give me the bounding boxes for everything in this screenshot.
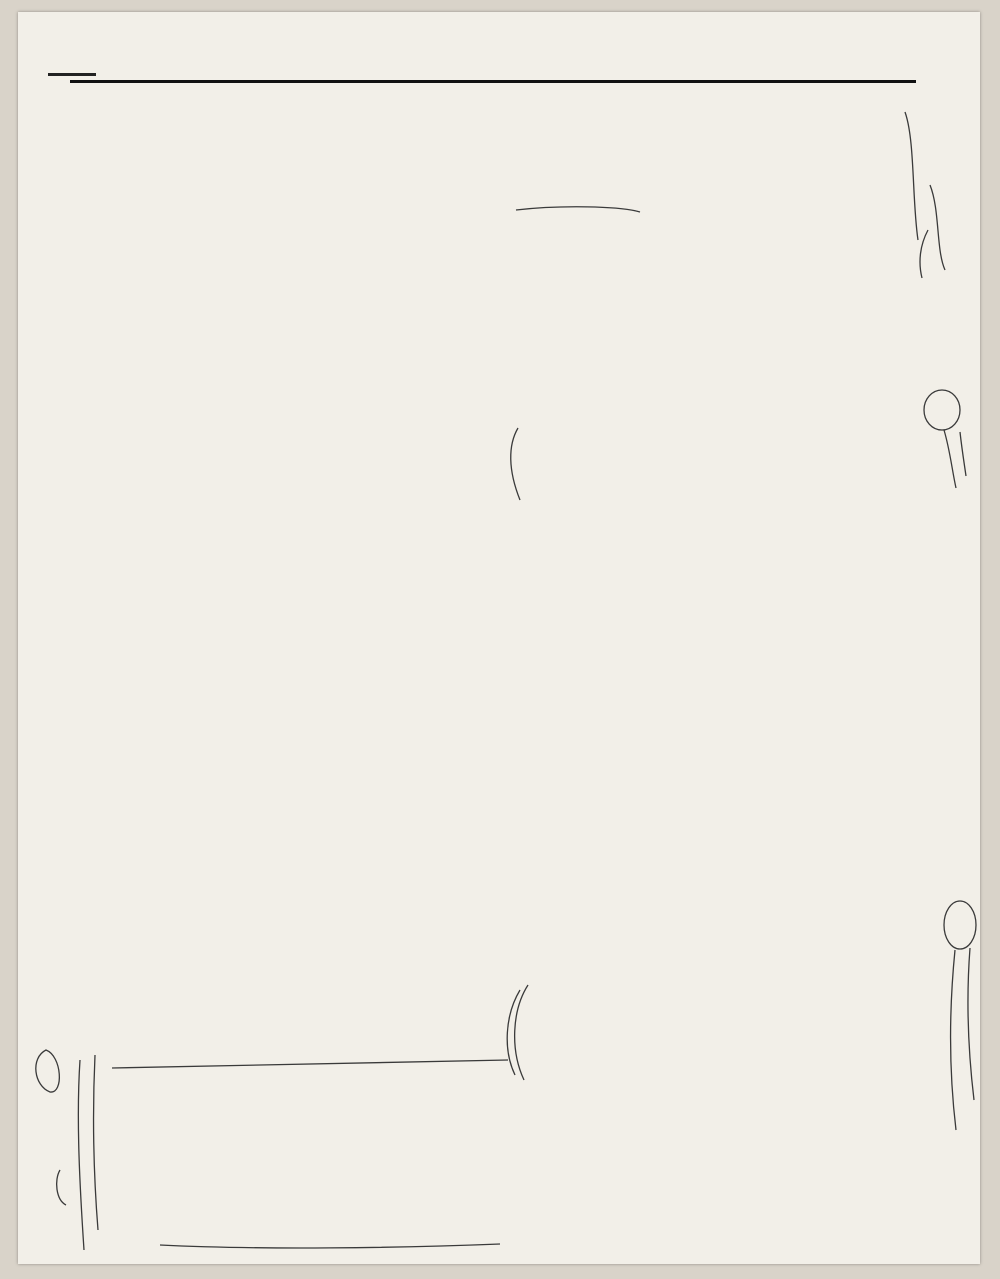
right-column bbox=[497, 92, 901, 114]
document-sheet bbox=[18, 12, 980, 1264]
header-dash bbox=[48, 73, 96, 76]
left-column bbox=[72, 92, 470, 114]
header-rule bbox=[70, 80, 916, 83]
